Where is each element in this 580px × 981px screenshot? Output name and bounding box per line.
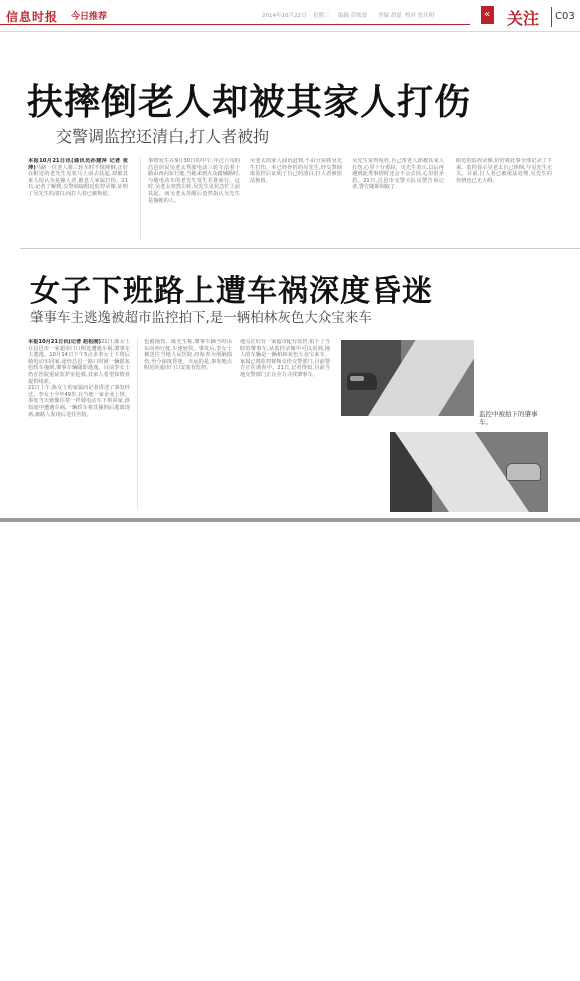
editor-credit: 编辑 彭映贤 bbox=[338, 13, 368, 19]
story1-text-5: 附近的监控录像,恰好将此事全部记录了下来。监控显示吴老太自己摔倒,与吴先生无关。目前,打人者已被依法处理,吴先生的伤情也已无大碍。 bbox=[456, 158, 552, 184]
page-number: C03 bbox=[555, 11, 575, 22]
surveillance-photo-1 bbox=[341, 340, 474, 416]
page-number-separator bbox=[551, 7, 552, 27]
newspaper-logo: 信息时报 bbox=[6, 10, 59, 24]
section-tag: 关注 bbox=[507, 9, 540, 28]
story1-text-2: 事情发生在9月30日的中午,年过六旬的昌邑居民吴老太驾驶电动三轮车沿着十路由西向东行驶,当她来到大众路辅路时,与骑电动车的老先生发生并排而行。这时,吴老太突然左转,吴先生见状急忙上前扶起。而吴老太苏醒后竟然指认吴先生是撞她的人。 bbox=[148, 158, 240, 204]
bottom-rule bbox=[0, 518, 580, 522]
story1-column-3 bbox=[250, 158, 342, 240]
story2-text-1: 21日,陈女士在昌邑市一家超市门口附近遭遇车祸,肇事车主逃逸。10月14日下午5点多李女士下班后骑电动车回家,途经昌邑一路口时被一辆银灰色轿车撞倒,肇事车辆随即逃逸。目前李女士仍在医院重症监护室抢救,其家人希望知情者提供线索。 bbox=[28, 339, 130, 385]
story1-headline: 扶摔倒老人却被其家人打伤 bbox=[27, 82, 472, 123]
story1-byline: 本报10月21日讯(通讯员孙建萍 记者 张坤) bbox=[28, 158, 128, 171]
story2-column-1 bbox=[28, 339, 130, 509]
story1-text-4: 吴先生觉得冤枉,自己帮老人却被其家人打伤,心里十分委屈。吴先生表示,以后再遇到此类事情时还会不会去扶,心里很矛盾。21日,昌邑市交警大队民警告诉记者,警方随即调取了 bbox=[352, 158, 444, 191]
story1-subheadline: 交警调监控还清白,打人者被拘 bbox=[56, 127, 270, 146]
story1-column-1 bbox=[28, 158, 128, 240]
story1-column-4 bbox=[352, 158, 444, 240]
story-divider bbox=[20, 248, 580, 249]
issue-weekday: 星期三 bbox=[313, 13, 330, 19]
designer-credit: 美编 胡磊 bbox=[378, 13, 402, 19]
story2-headline: 女子下班路上遭车祸深度昏迷 bbox=[30, 274, 433, 309]
story1-column-2 bbox=[148, 158, 240, 240]
story2-text-2: 21日上午,陈女士的家属向记者讲述了事发经过。李女士今年49岁,在当地一家企业上班。事发当天她像往常一样骑电动车下班回家,谁知途中遭遇车祸,一辆轿车将其撞倒后逃离现场,被路人发现后送往医院。 bbox=[28, 385, 130, 418]
story2-text-3: 也被撞伤。陈先生称,肇事车辆当时由东向西行驶,车速较快。事发后,李女士被送往当地人民医院,经检查为颅脑损伤,至今深度昏迷。幸运的是,事发地点附近的超市门口安装有监控。 bbox=[144, 339, 232, 372]
story2-text-4: 地点正好有一家超市配有监控,拍下了当时的肇事车,从监控录像中可以看到,撞人的车辆是一辆柏林灰色大众宝来车。家属已将监控视频交给交警部门,目前警方正在调查中。21日,记者得知,目前当地交警部门正在全力寻找肇事车。 bbox=[240, 339, 330, 378]
story1-column-5 bbox=[456, 158, 552, 240]
story2-column-2 bbox=[144, 339, 232, 509]
header-bottom-rule bbox=[0, 31, 580, 32]
issue-date: 2014年10月22日 bbox=[262, 13, 307, 19]
story2-byline: 本报10月21日讯(记者 赵松刚) bbox=[28, 339, 101, 345]
column-rule bbox=[137, 339, 138, 509]
story2-column-3 bbox=[240, 339, 330, 509]
column-rule bbox=[140, 158, 141, 240]
story2-subheadline: 肇事车主逃逸被超市监控拍下,是一辆柏林灰色大众宝来车 bbox=[30, 310, 372, 326]
car-image bbox=[506, 463, 541, 481]
double-chevron-left-icon: « bbox=[484, 9, 491, 20]
surveillance-photo-2 bbox=[390, 432, 548, 512]
story1-text-3: 吴老太的家人闻讯赶到,不由分说将吴先生打伤。本已经骨折的吴先生,经交警调取监控后证明了自己的清白,打人者被依法拘留。 bbox=[250, 158, 342, 184]
section-label: 今日推荐 bbox=[71, 12, 108, 22]
proofreader-credit: 校对 曾庆明 bbox=[405, 13, 435, 19]
story1-text-1: 马路一位老人骑三轮车时不慎摔倒,正好在附近的老先生见状马上前去扶起,却被其家人误认为是撞人者,被老人家属打伤。21日,记者了解到,交警调取附近监控录像,证明了吴先生的清白,而打人者已被拘留。 bbox=[28, 164, 128, 197]
header-rule bbox=[0, 24, 470, 25]
photo-caption: 监控中被拍下的肇事车。 bbox=[479, 410, 538, 426]
page-header bbox=[0, 0, 580, 34]
